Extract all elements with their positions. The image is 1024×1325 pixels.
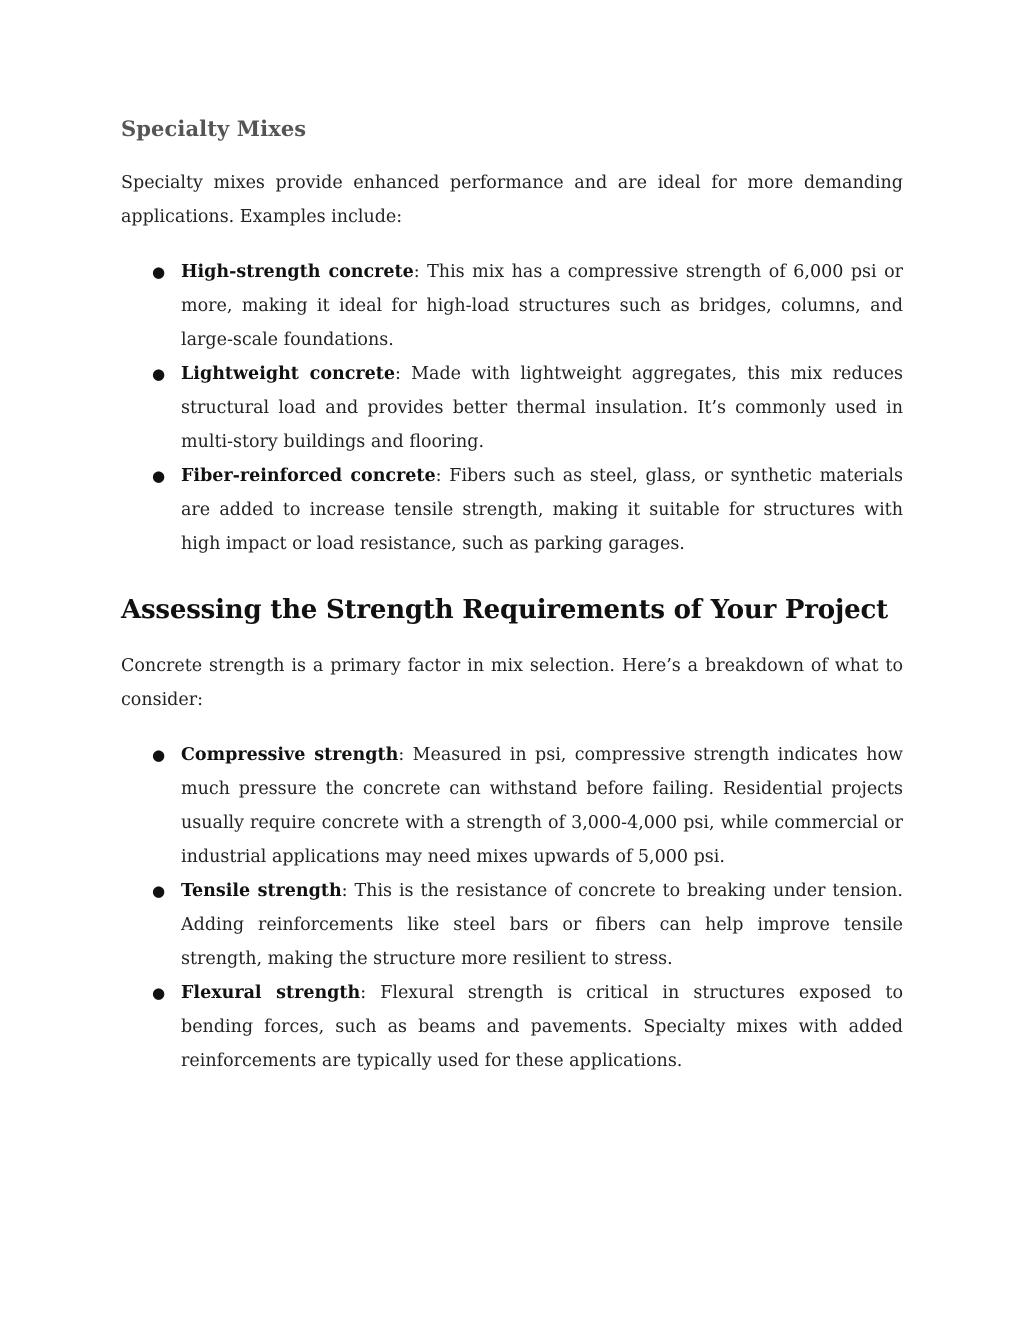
section-heading-strength-requirements: Assessing the Strength Requirements of Your Project	[121, 595, 888, 625]
list-item-term: Lightweight concrete	[181, 364, 395, 384]
list-item-text: This mix has a compressive strength of 6,000 psi or more, making it ideal for high-load structures such as bridges, columns, and large-scale foundations.	[181, 262, 903, 350]
list-item	[121, 738, 903, 874]
bullet-icon: ●	[152, 746, 166, 764]
list-item-separator: :	[341, 881, 348, 901]
list-item	[121, 255, 903, 357]
bullet-icon: ●	[152, 365, 166, 383]
specialty-mixes-list	[121, 255, 903, 561]
list-item	[121, 459, 903, 561]
list-item-separator: :	[398, 745, 405, 765]
list-item-separator: :	[394, 364, 401, 384]
list-item-separator: :	[360, 983, 367, 1003]
list-item-text: Made with lightweight aggregates, this mix reduces structural load and provides better thermal insulation. It’s commonly used in multi-story buildings and flooring.	[181, 364, 903, 452]
list-item-term: Fiber-reinforced concrete	[181, 466, 436, 486]
list-item-text: This is the resistance of concrete to breaking under tension. Adding reinforcements like steel bars or fibers can help improve tensile strength, making the structure more resilient to stress.	[181, 881, 903, 969]
list-item-text: Fibers such as steel, glass, or synthetic materials are added to increase tensile strength, making it suitable for structures with high impact or load resistance, such as parking garages.	[181, 466, 904, 554]
list-item-term: Tensile strength	[181, 881, 342, 901]
list-item-text: Flexural strength is critical in structures exposed to bending forces, such as beams and pavements. Specialty mixes with added reinforcements are typically used for these applications.	[181, 983, 903, 1071]
bullet-icon: ●	[152, 882, 166, 900]
section-intro-paragraph: Concrete strength is a primary factor in mix selection. Here’s a breakdown of what to consider:	[121, 656, 903, 710]
list-item-term: Compressive strength	[181, 745, 399, 765]
section-intro-paragraph: Specialty mixes provide enhanced performance and are ideal for more demanding applications. Examples include:	[121, 173, 903, 227]
list-item-term: Flexural strength	[181, 983, 361, 1003]
list-item-separator: :	[435, 466, 442, 486]
list-item-text: Measured in psi, compressive strength indicates how much pressure the concrete can withstand before failing. Residential projects usually require concrete with a strength of 3,000-4,000 psi, while commercial or industrial applications may need mixes upwards of 5,000 psi.	[181, 745, 904, 867]
bullet-icon: ●	[152, 984, 166, 1002]
list-item	[121, 357, 903, 459]
list-item-term: High-strength concrete	[181, 262, 414, 282]
list-item-separator: :	[413, 262, 420, 282]
list-item	[121, 874, 903, 976]
bullet-icon: ●	[152, 263, 166, 281]
strength-types-list	[121, 738, 903, 1078]
list-item	[121, 976, 903, 1078]
section-heading-specialty-mixes: Specialty Mixes	[121, 116, 307, 141]
bullet-icon: ●	[152, 467, 166, 485]
